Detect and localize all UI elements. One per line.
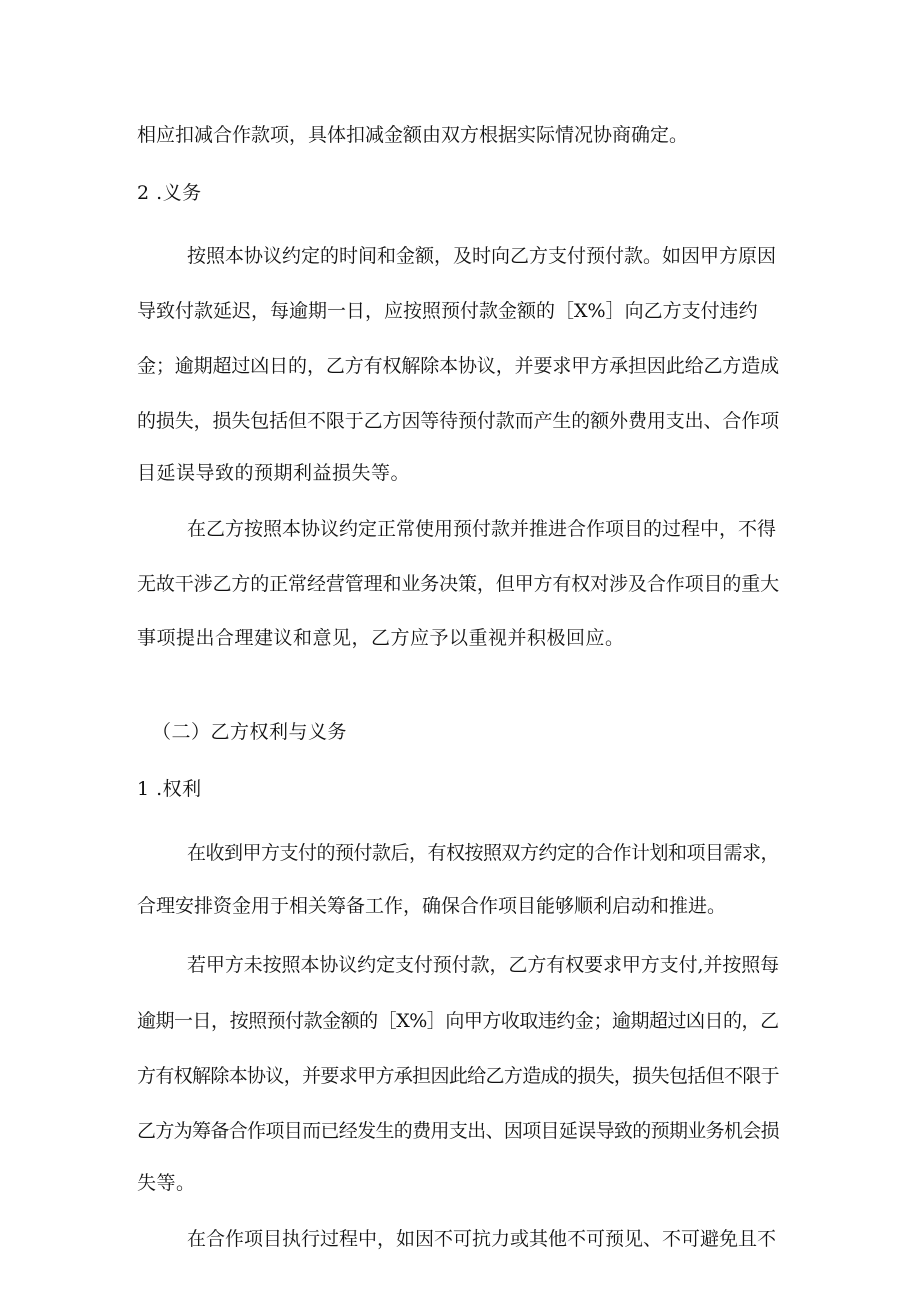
text-line: 若甲方未按照本协议约定支付预付款，乙方有权要求甲方支付,并按照每 — [187, 954, 780, 976]
obligations-heading: 2 .义务 — [137, 182, 202, 204]
text-line: 方有权解除本协议，并要求甲方承担因此给乙方造成的损失，损失包括但不限于 — [137, 1065, 780, 1087]
text-line: 导致付款延迟，每逾期一日，应按照预付款金额的［X%］向乙方支付违约 — [137, 300, 758, 322]
text-line: 按照本协议约定的时间和金额，及时向乙方支付预付款。如因甲方原因 — [187, 245, 777, 267]
text-line: 相应扣减合作款项，具体扣减金额由双方根据实际情况协商确定。 — [137, 124, 689, 146]
section-heading-party-b: （二）乙方权利与义务 — [152, 721, 348, 743]
text-line: 在合作项目执行过程中，如因不可抗力或其他不可预见、不可避免且不 — [187, 1228, 777, 1250]
text-line: 的损失，损失包括但不限于乙方因等待预付款而产生的额外费用支出、合作项 — [137, 410, 780, 432]
text-line: 事项提出合理建议和意见，乙方应予以重视并积极回应。 — [137, 627, 625, 649]
text-line: 失等。 — [137, 1172, 196, 1194]
text-line: 金；逾期超过凶日的，乙方有权解除本协议，并要求甲方承担因此给乙方造成 — [137, 355, 780, 377]
rights-heading: 1 .权利 — [137, 778, 202, 800]
text-line: 在收到甲方支付的预付款后，有权按照双方约定的合作计划和项目需求， — [187, 842, 780, 864]
text-line: 目延误导致的预期利益损失等。 — [137, 462, 411, 484]
text-line: 无故干涉乙方的正常经营管理和业务决策，但甲方有权对涉及合作项目的重大 — [137, 573, 780, 595]
text-line: 乙方为筹备合作项目而已经发生的费用支出、因项目延误导致的预期业务机会损 — [137, 1120, 780, 1142]
text-line: 逾期一日，按照预付款金额的［X%］向甲方收取违约金；逾期超过凶日的，乙 — [137, 1010, 779, 1032]
text-line: 在乙方按照本协议约定正常使用预付款并推进合作项目的过程中，不得 — [187, 518, 777, 540]
text-line: 合理安排资金用于相关筹备工作，确保合作项目能够顺利启动和推进。 — [137, 895, 727, 917]
